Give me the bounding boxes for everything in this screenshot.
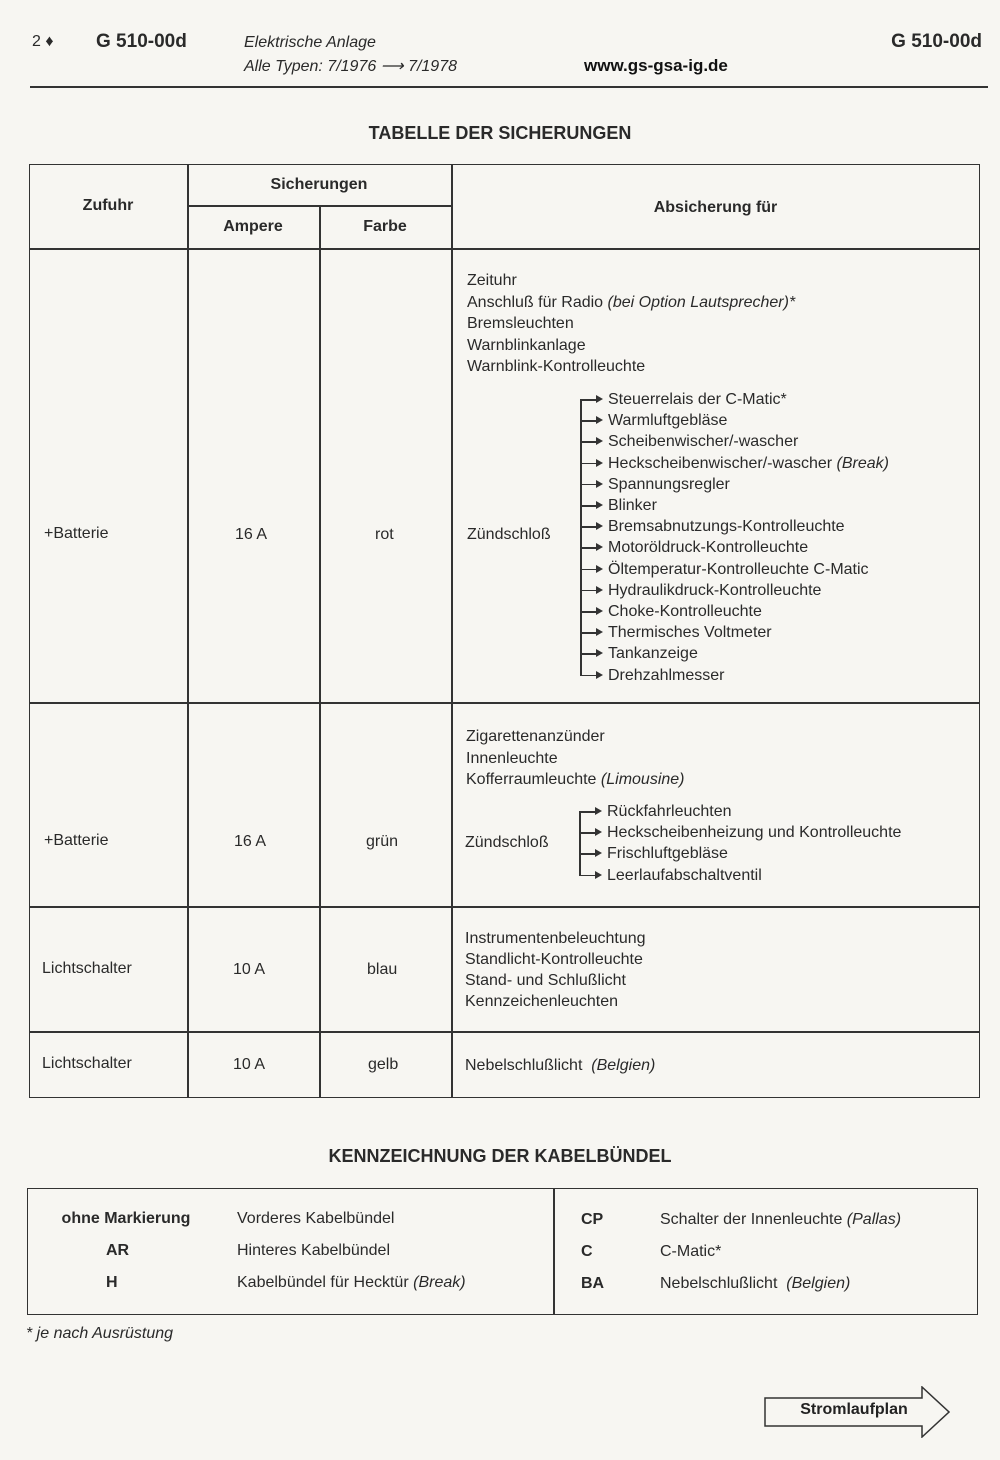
list-item: Motoröldruck-Kontrolleuchte	[578, 537, 889, 558]
header-absicherung: Absicherung für	[653, 199, 778, 216]
row4-farbe: gelb	[368, 1056, 399, 1073]
cable-left-descs	[237, 1203, 466, 1299]
list-item: Drehzahlmesser	[578, 665, 889, 686]
list-item: Scheibenwischer/-wascher	[578, 431, 889, 452]
list-item: Warnblinkanlage	[467, 336, 586, 354]
header-rule	[30, 86, 988, 88]
cable-right-codes	[581, 1204, 604, 1300]
cable-code: C	[581, 1243, 593, 1260]
row4-zufuhr: Lichtschalter	[42, 1055, 132, 1072]
cable-code: BA	[581, 1275, 605, 1292]
row3-zufuhr: Lichtschalter	[42, 960, 132, 977]
cable-code: ohne Markierung	[61, 1210, 191, 1227]
list-item: Blinker	[578, 495, 889, 516]
cable-code: CP	[581, 1211, 604, 1228]
row1-switch: Zündschloß	[467, 526, 551, 543]
row4-direct: Nebelschlußlicht (Belgien)	[465, 1057, 656, 1074]
cable-desc: Vorderes Kabelbündel	[237, 1210, 395, 1227]
header-ampere: Ampere	[223, 218, 283, 235]
row2-direct-list	[466, 726, 685, 791]
list-item: Bremsleuchten	[467, 315, 574, 332]
cable-code: H	[106, 1274, 118, 1291]
row2-zufuhr: +Batterie	[44, 832, 109, 849]
header-farbe: Farbe	[363, 218, 407, 235]
row2-farbe: grün	[366, 833, 399, 850]
list-item: Leerlaufabschaltventil	[577, 865, 901, 886]
header-sicherungen: Sicherungen	[270, 176, 368, 193]
list-item: Stand- und Schlußlicht	[465, 972, 626, 989]
row2-ampere: 16 A	[234, 833, 267, 850]
row1-farbe: rot	[375, 526, 394, 543]
fuse-table-title: TABELLE DER SICHERUNGEN	[368, 123, 632, 143]
list-item: Zeituhr	[467, 272, 517, 289]
row3-farbe: blau	[367, 961, 398, 978]
list-item: Choke-Kontrolleuchte	[578, 601, 889, 622]
header-zufuhr: Zufuhr	[82, 197, 134, 214]
cable-right-descs	[660, 1204, 901, 1300]
row2-switch: Zündschloß	[465, 834, 549, 851]
list-item: Warnblink-Kontrolleuchte	[467, 358, 646, 375]
list-item: Instrumentenbeleuchtung	[465, 930, 646, 947]
list-item: Kofferraumleuchte (Limousine)	[466, 771, 685, 788]
list-item: Standlicht-Kontrolleuchte	[465, 951, 643, 968]
footnote: * je nach Ausrüstung	[26, 1325, 174, 1342]
row3-direct-list	[465, 928, 646, 1012]
list-item: Heckscheibenheizung und Kontrolleuchte	[577, 822, 901, 843]
cable-code: AR	[106, 1242, 130, 1259]
list-item: Spannungsregler	[578, 474, 889, 495]
cable-desc: Schalter der Innenleuchte (Pallas)	[660, 1211, 902, 1228]
row1-switch-list	[578, 389, 889, 686]
cable-desc: Hinteres Kabelbündel	[237, 1242, 390, 1259]
stromlaufplan-nav-button[interactable]	[764, 1386, 950, 1438]
list-item: Warmluftgebläse	[578, 410, 889, 431]
stromlaufplan-label: Stromlaufplan	[800, 1401, 908, 1418]
row2-switch-list	[577, 801, 901, 886]
list-item: Kennzeichenleuchten	[465, 993, 619, 1010]
list-item: Thermisches Voltmeter	[578, 622, 889, 643]
list-item: Hydraulikdruck-Kontrolleuchte	[578, 580, 889, 601]
list-item: Tankanzeige	[578, 643, 889, 664]
row1-zufuhr: +Batterie	[44, 525, 109, 542]
cable-desc: Nebelschlußlicht (Belgien)	[660, 1275, 851, 1292]
document-code: G 510-00d	[96, 31, 187, 52]
list-item: Rückfahrleuchten	[577, 801, 901, 822]
list-item: Bremsabnutzungs-Kontrolleuchte	[578, 516, 889, 537]
list-item: Frischluftgebläse	[577, 843, 901, 864]
cable-desc: Kabelbündel für Hecktür (Break)	[237, 1274, 466, 1291]
website-url: www.gs-gsa-ig.de	[584, 56, 728, 75]
document-type-range: Alle Typen: 7/1976 ⟶ 7/1978	[244, 58, 457, 75]
cable-table-title: KENNZEICHNUNG DER KABELBÜNDEL	[328, 1146, 672, 1166]
list-item: Innenleuchte	[466, 749, 558, 767]
row4-ampere: 10 A	[233, 1056, 266, 1073]
document-subtitle: Elektrische Anlage	[244, 34, 376, 51]
page-number: 2 ♦	[32, 33, 54, 50]
list-item: Zigarettenanzünder	[466, 728, 605, 745]
list-item: Anschluß für Radio (bei Option Lautsprecher)*	[467, 293, 796, 311]
list-item: Heckscheibenwischer/-wascher (Break)	[578, 453, 889, 474]
list-item: Öltemperatur-Kontrolleuchte C-Matic	[578, 559, 889, 580]
document-code-right: G 510-00d	[891, 31, 982, 52]
list-item: Steuerrelais der C-Matic*	[578, 389, 889, 410]
row1-direct-list	[467, 270, 795, 378]
row3-ampere: 10 A	[233, 961, 266, 978]
cable-desc: C-Matic*	[660, 1243, 722, 1260]
row1-ampere: 16 A	[235, 526, 268, 543]
cable-left-codes	[54, 1203, 198, 1299]
